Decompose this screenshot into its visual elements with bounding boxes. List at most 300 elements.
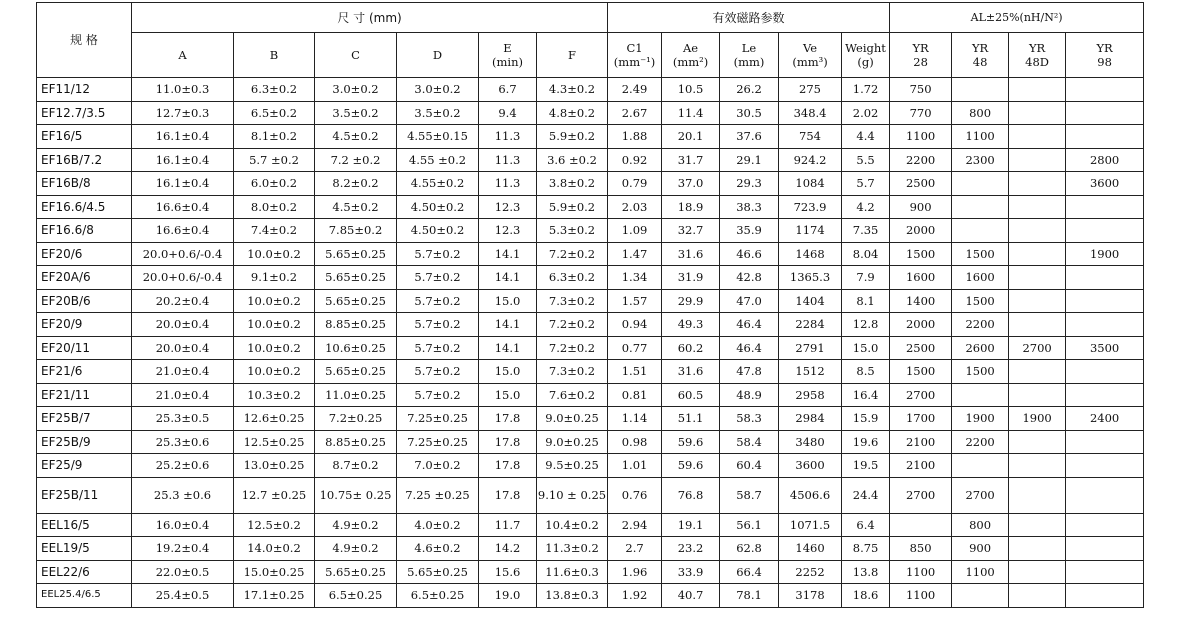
cell-ae: 33.9 (662, 560, 720, 584)
cell-c: 6.5±0.25 (315, 584, 397, 608)
magnetic-params-header: 有效磁路参数 (608, 3, 890, 33)
cell-a: 25.3±0.6 (132, 430, 234, 454)
cell-a: 22.0±0.5 (132, 560, 234, 584)
cell-ae: 60.2 (662, 336, 720, 360)
cell-ve: 2958 (779, 383, 842, 407)
cell-weight: 8.75 (842, 537, 890, 561)
col-yr98-label: YR (1096, 41, 1113, 55)
table-row (37, 430, 1144, 454)
cell-le: 62.8 (720, 537, 779, 561)
cell-b: 10.3±0.2 (234, 383, 315, 407)
cell-f: 7.2±0.2 (537, 313, 608, 337)
cell-weight: 5.7 (842, 172, 890, 196)
cell-spec: EF25/9 (37, 454, 132, 478)
cell-weight: 8.04 (842, 242, 890, 266)
cell-d: 4.6±0.2 (397, 537, 479, 561)
cell-ae: 76.8 (662, 477, 720, 513)
cell-yr28: 850 (890, 537, 952, 561)
cell-f: 7.3±0.2 (537, 289, 608, 313)
cell-ae: 19.1 (662, 513, 720, 537)
cell-yr98: 3600 (1066, 172, 1144, 196)
cell-yr98 (1066, 289, 1144, 313)
cell-yr28: 2500 (890, 336, 952, 360)
col-ve-header (779, 33, 842, 78)
cell-le: 38.3 (720, 195, 779, 219)
cell-c: 4.5±0.2 (315, 195, 397, 219)
cell-f: 7.3±0.2 (537, 360, 608, 384)
cell-a: 16.1±0.4 (132, 125, 234, 149)
cell-f: 10.4±0.2 (537, 513, 608, 537)
cell-d: 4.55 ±0.2 (397, 148, 479, 172)
cell-f: 9.10 ± 0.25 (537, 477, 608, 513)
cell-yr48d (1009, 78, 1066, 102)
cell-yr48d (1009, 383, 1066, 407)
cell-le: 46.4 (720, 336, 779, 360)
cell-f: 3.8±0.2 (537, 172, 608, 196)
cell-a: 19.2±0.4 (132, 537, 234, 561)
cell-ae: 59.6 (662, 454, 720, 478)
cell-c: 4.9±0.2 (315, 537, 397, 561)
col-f-header: F (537, 33, 608, 78)
cell-le: 29.3 (720, 172, 779, 196)
cell-yr48d (1009, 148, 1066, 172)
cell-d: 5.7±0.2 (397, 242, 479, 266)
cell-yr98 (1066, 78, 1144, 102)
cell-c: 3.5±0.2 (315, 101, 397, 125)
cell-yr98: 2400 (1066, 407, 1144, 431)
cell-d: 5.7±0.2 (397, 336, 479, 360)
table-row (37, 101, 1144, 125)
al-value-header: AL±25%(nH/N²) (890, 3, 1144, 33)
cell-yr48 (952, 195, 1009, 219)
cell-e: 11.3 (479, 172, 537, 196)
cell-yr48: 900 (952, 537, 1009, 561)
cell-f: 4.8±0.2 (537, 101, 608, 125)
cell-yr28: 2100 (890, 430, 952, 454)
cell-f: 9.0±0.25 (537, 430, 608, 454)
cell-d: 7.25±0.25 (397, 430, 479, 454)
cell-spec: EF25B/11 (37, 477, 132, 513)
cell-c1: 1.51 (608, 360, 662, 384)
cell-c: 5.65±0.25 (315, 242, 397, 266)
cell-yr48d (1009, 537, 1066, 561)
cell-spec: EEL16/5 (37, 513, 132, 537)
cell-ve: 1084 (779, 172, 842, 196)
cell-le: 29.1 (720, 148, 779, 172)
col-yr48-header (952, 33, 1009, 78)
cell-yr98 (1066, 537, 1144, 561)
col-ve-unit: (mm³) (792, 55, 828, 69)
cell-d: 3.0±0.2 (397, 78, 479, 102)
cell-c1: 0.92 (608, 148, 662, 172)
table-row (37, 454, 1144, 478)
cell-c1: 2.03 (608, 195, 662, 219)
cell-ae: 29.9 (662, 289, 720, 313)
cell-f: 5.3±0.2 (537, 219, 608, 243)
cell-le: 56.1 (720, 513, 779, 537)
cell-spec: EF11/12 (37, 78, 132, 102)
cell-yr48: 800 (952, 513, 1009, 537)
table-row (37, 266, 1144, 290)
cell-yr28: 1100 (890, 560, 952, 584)
cell-c: 4.5±0.2 (315, 125, 397, 149)
cell-spec: EF20/11 (37, 336, 132, 360)
cell-ve: 3600 (779, 454, 842, 478)
cell-yr48d (1009, 584, 1066, 608)
cell-yr28: 900 (890, 195, 952, 219)
col-yr48-grade: 48 (972, 55, 988, 69)
cell-le: 30.5 (720, 101, 779, 125)
table-header (37, 3, 1144, 78)
cell-a: 20.0±0.4 (132, 313, 234, 337)
cell-ve: 3480 (779, 430, 842, 454)
cell-b: 6.0±0.2 (234, 172, 315, 196)
cell-yr48: 1100 (952, 560, 1009, 584)
col-yr48d-grade: 48D (1025, 55, 1049, 69)
col-yr98-grade: 98 (1097, 55, 1112, 69)
cell-weight: 15.0 (842, 336, 890, 360)
cell-yr28: 2700 (890, 477, 952, 513)
cell-yr48: 2700 (952, 477, 1009, 513)
col-weight-unit: (g) (857, 55, 874, 69)
cell-a: 16.1±0.4 (132, 172, 234, 196)
cell-yr28: 2100 (890, 454, 952, 478)
col-c1-unit: (mm⁻¹) (613, 55, 656, 69)
cell-le: 78.1 (720, 584, 779, 608)
cell-ae: 20.1 (662, 125, 720, 149)
cell-spec: EF21/11 (37, 383, 132, 407)
cell-yr48d (1009, 560, 1066, 584)
cell-yr48: 1500 (952, 242, 1009, 266)
cell-b: 10.0±0.2 (234, 360, 315, 384)
cell-yr98 (1066, 477, 1144, 513)
cell-c1: 1.34 (608, 266, 662, 290)
cell-yr48: 1100 (952, 125, 1009, 149)
cell-ae: 23.2 (662, 537, 720, 561)
cell-weight: 7.35 (842, 219, 890, 243)
cell-weight: 12.8 (842, 313, 890, 337)
cell-c: 5.65±0.25 (315, 560, 397, 584)
table-row (37, 477, 1144, 513)
col-c-header: C (315, 33, 397, 78)
cell-yr98 (1066, 584, 1144, 608)
cell-weight: 2.02 (842, 101, 890, 125)
cell-yr98 (1066, 313, 1144, 337)
cell-d: 6.5±0.25 (397, 584, 479, 608)
cell-yr98 (1066, 219, 1144, 243)
cell-weight: 8.1 (842, 289, 890, 313)
cell-spec: EEL25.4/6.5 (37, 584, 132, 608)
cell-a: 20.0±0.4 (132, 336, 234, 360)
cell-spec: EF16B/7.2 (37, 148, 132, 172)
cell-yr28: 2200 (890, 148, 952, 172)
cell-a: 12.7±0.3 (132, 101, 234, 125)
cell-d: 4.55±0.15 (397, 125, 479, 149)
cell-ve: 723.9 (779, 195, 842, 219)
col-a-header: A (132, 33, 234, 78)
cell-c: 11.0±0.25 (315, 383, 397, 407)
col-c1-label: C1 (626, 41, 643, 55)
cell-d: 4.0±0.2 (397, 513, 479, 537)
cell-d: 7.25±0.25 (397, 407, 479, 431)
cell-b: 13.0±0.25 (234, 454, 315, 478)
col-c1-header (608, 33, 662, 78)
cell-c1: 0.81 (608, 383, 662, 407)
cell-weight: 19.6 (842, 430, 890, 454)
table-row (37, 219, 1144, 243)
table-row (37, 242, 1144, 266)
cell-yr48d: 2700 (1009, 336, 1066, 360)
cell-ve: 4506.6 (779, 477, 842, 513)
cell-e: 14.1 (479, 313, 537, 337)
col-weight-label: Weight (845, 41, 886, 55)
cell-yr48: 1500 (952, 360, 1009, 384)
cell-yr98 (1066, 195, 1144, 219)
cell-weight: 4.4 (842, 125, 890, 149)
cell-c1: 2.7 (608, 537, 662, 561)
cell-a: 16.0±0.4 (132, 513, 234, 537)
cell-e: 12.3 (479, 219, 537, 243)
cell-ae: 18.9 (662, 195, 720, 219)
cell-yr98: 2800 (1066, 148, 1144, 172)
cell-e: 14.1 (479, 336, 537, 360)
cell-le: 60.4 (720, 454, 779, 478)
table-row (37, 537, 1144, 561)
cell-c: 5.65±0.25 (315, 289, 397, 313)
cell-spec: EF16/5 (37, 125, 132, 149)
cell-spec: EF12.7/3.5 (37, 101, 132, 125)
cell-b: 10.0±0.2 (234, 289, 315, 313)
cell-e: 17.8 (479, 454, 537, 478)
cell-yr48d (1009, 360, 1066, 384)
cell-c1: 1.09 (608, 219, 662, 243)
cell-ve: 754 (779, 125, 842, 149)
table-row (37, 560, 1144, 584)
cell-a: 25.4±0.5 (132, 584, 234, 608)
cell-weight: 18.6 (842, 584, 890, 608)
cell-c1: 1.92 (608, 584, 662, 608)
cell-yr48: 1500 (952, 289, 1009, 313)
cell-ae: 40.7 (662, 584, 720, 608)
cell-spec: EF16.6/4.5 (37, 195, 132, 219)
cell-ve: 1071.5 (779, 513, 842, 537)
cell-yr48d (1009, 289, 1066, 313)
cell-a: 21.0±0.4 (132, 383, 234, 407)
cell-spec: EF20/9 (37, 313, 132, 337)
cell-yr28: 1700 (890, 407, 952, 431)
cell-yr48 (952, 78, 1009, 102)
cell-d: 4.50±0.2 (397, 219, 479, 243)
cell-yr28: 1100 (890, 584, 952, 608)
cell-d: 4.55±0.2 (397, 172, 479, 196)
cell-yr48d: 1900 (1009, 407, 1066, 431)
cell-c1: 0.79 (608, 172, 662, 196)
cell-weight: 13.8 (842, 560, 890, 584)
table-body (37, 78, 1144, 608)
table-row (37, 584, 1144, 608)
cell-yr28: 750 (890, 78, 952, 102)
cell-ve: 2984 (779, 407, 842, 431)
cell-a: 20.2±0.4 (132, 289, 234, 313)
cell-b: 9.1±0.2 (234, 266, 315, 290)
col-ve-label: Ve (803, 41, 818, 55)
cell-spec: EF25B/9 (37, 430, 132, 454)
cell-c: 7.85±0.2 (315, 219, 397, 243)
cell-weight: 8.5 (842, 360, 890, 384)
cell-c: 8.7±0.2 (315, 454, 397, 478)
cell-b: 14.0±0.2 (234, 537, 315, 561)
cell-spec: EF16.6/8 (37, 219, 132, 243)
cell-d: 5.7±0.2 (397, 266, 479, 290)
cell-ae: 10.5 (662, 78, 720, 102)
cell-weight: 24.4 (842, 477, 890, 513)
cell-e: 19.0 (479, 584, 537, 608)
cell-ae: 31.7 (662, 148, 720, 172)
cell-b: 17.1±0.25 (234, 584, 315, 608)
cell-yr28: 1100 (890, 125, 952, 149)
cell-yr98: 1900 (1066, 242, 1144, 266)
cell-ve: 1365.3 (779, 266, 842, 290)
cell-yr48 (952, 584, 1009, 608)
cell-spec: EF25B/7 (37, 407, 132, 431)
cell-le: 46.4 (720, 313, 779, 337)
cell-c: 3.0±0.2 (315, 78, 397, 102)
cell-yr98 (1066, 125, 1144, 149)
cell-le: 37.6 (720, 125, 779, 149)
cell-ve: 2791 (779, 336, 842, 360)
cell-c1: 0.77 (608, 336, 662, 360)
cell-c: 5.65±0.25 (315, 360, 397, 384)
cell-yr48d (1009, 195, 1066, 219)
cell-le: 58.4 (720, 430, 779, 454)
table-row (37, 360, 1144, 384)
cell-ae: 31.9 (662, 266, 720, 290)
cell-f: 7.2±0.2 (537, 336, 608, 360)
cell-spec: EF20A/6 (37, 266, 132, 290)
cell-yr98 (1066, 454, 1144, 478)
cell-yr48d (1009, 172, 1066, 196)
cell-ve: 1468 (779, 242, 842, 266)
col-yr48-label: YR (971, 41, 989, 55)
cell-f: 7.2±0.2 (537, 242, 608, 266)
cell-c1: 1.14 (608, 407, 662, 431)
cell-yr48: 2300 (952, 148, 1009, 172)
cell-yr98 (1066, 560, 1144, 584)
table-row (37, 78, 1144, 102)
cell-e: 9.4 (479, 101, 537, 125)
cell-f: 3.6 ±0.2 (537, 148, 608, 172)
cell-b: 6.3±0.2 (234, 78, 315, 102)
cell-yr48d (1009, 430, 1066, 454)
cell-c1: 0.98 (608, 430, 662, 454)
cell-e: 11.3 (479, 148, 537, 172)
dimensions-header: 尺 寸 (mm) (132, 3, 608, 33)
cell-le: 66.4 (720, 560, 779, 584)
col-yr98-header (1066, 33, 1144, 78)
cell-a: 21.0±0.4 (132, 360, 234, 384)
cell-b: 7.4±0.2 (234, 219, 315, 243)
cell-d: 5.7±0.2 (397, 360, 479, 384)
cell-weight: 1.72 (842, 78, 890, 102)
cell-a: 11.0±0.3 (132, 78, 234, 102)
col-ae-header (662, 33, 720, 78)
core-spec-sheet (36, 2, 1143, 608)
col-e-label: E (503, 41, 512, 55)
cell-c1: 1.88 (608, 125, 662, 149)
table-row (37, 172, 1144, 196)
cell-le: 58.7 (720, 477, 779, 513)
cell-f: 11.6±0.3 (537, 560, 608, 584)
col-yr48d-label: YR (1028, 41, 1046, 55)
cell-b: 8.1±0.2 (234, 125, 315, 149)
cell-le: 58.3 (720, 407, 779, 431)
table-row (37, 289, 1144, 313)
cell-ve: 924.2 (779, 148, 842, 172)
cell-c1: 1.47 (608, 242, 662, 266)
cell-spec: EEL22/6 (37, 560, 132, 584)
cell-le: 47.0 (720, 289, 779, 313)
cell-b: 12.6±0.25 (234, 407, 315, 431)
cell-a: 25.3±0.5 (132, 407, 234, 431)
cell-b: 5.7 ±0.2 (234, 148, 315, 172)
col-ae-unit: (mm²) (672, 55, 709, 69)
cell-yr28: 1500 (890, 360, 952, 384)
cell-yr48d (1009, 125, 1066, 149)
table-row (37, 513, 1144, 537)
cell-yr48: 2600 (952, 336, 1009, 360)
spec-header: 规 格 (37, 3, 132, 78)
cell-yr28: 2000 (890, 219, 952, 243)
cell-ve: 2284 (779, 313, 842, 337)
cell-ae: 31.6 (662, 360, 720, 384)
cell-yr98 (1066, 360, 1144, 384)
cell-yr48: 800 (952, 101, 1009, 125)
cell-ve: 1404 (779, 289, 842, 313)
col-le-header (720, 33, 779, 78)
cell-le: 35.9 (720, 219, 779, 243)
cell-f: 9.5±0.25 (537, 454, 608, 478)
cell-le: 46.6 (720, 242, 779, 266)
cell-yr48: 2200 (952, 313, 1009, 337)
cell-yr48 (952, 219, 1009, 243)
cell-e: 15.0 (479, 383, 537, 407)
cell-d: 4.50±0.2 (397, 195, 479, 219)
cell-a: 16.6±0.4 (132, 219, 234, 243)
cell-ae: 31.6 (662, 242, 720, 266)
table-row (37, 313, 1144, 337)
col-le-label: Le (741, 41, 757, 55)
col-b-header: B (234, 33, 315, 78)
cell-yr28: 770 (890, 101, 952, 125)
cell-yr48d (1009, 266, 1066, 290)
cell-ve: 2252 (779, 560, 842, 584)
cell-c: 10.6±0.25 (315, 336, 397, 360)
cell-a: 20.0+0.6/-0.4 (132, 266, 234, 290)
table-row (37, 383, 1144, 407)
cell-f: 13.8±0.3 (537, 584, 608, 608)
col-yr28-header (890, 33, 952, 78)
col-le-unit: (mm) (733, 55, 765, 69)
cell-yr98: 3500 (1066, 336, 1144, 360)
cell-c: 7.2 ±0.2 (315, 148, 397, 172)
cell-ve: 275 (779, 78, 842, 102)
cell-e: 15.6 (479, 560, 537, 584)
cell-yr48d (1009, 313, 1066, 337)
cell-ae: 37.0 (662, 172, 720, 196)
cell-a: 16.1±0.4 (132, 148, 234, 172)
table-row (37, 125, 1144, 149)
cell-b: 15.0±0.25 (234, 560, 315, 584)
